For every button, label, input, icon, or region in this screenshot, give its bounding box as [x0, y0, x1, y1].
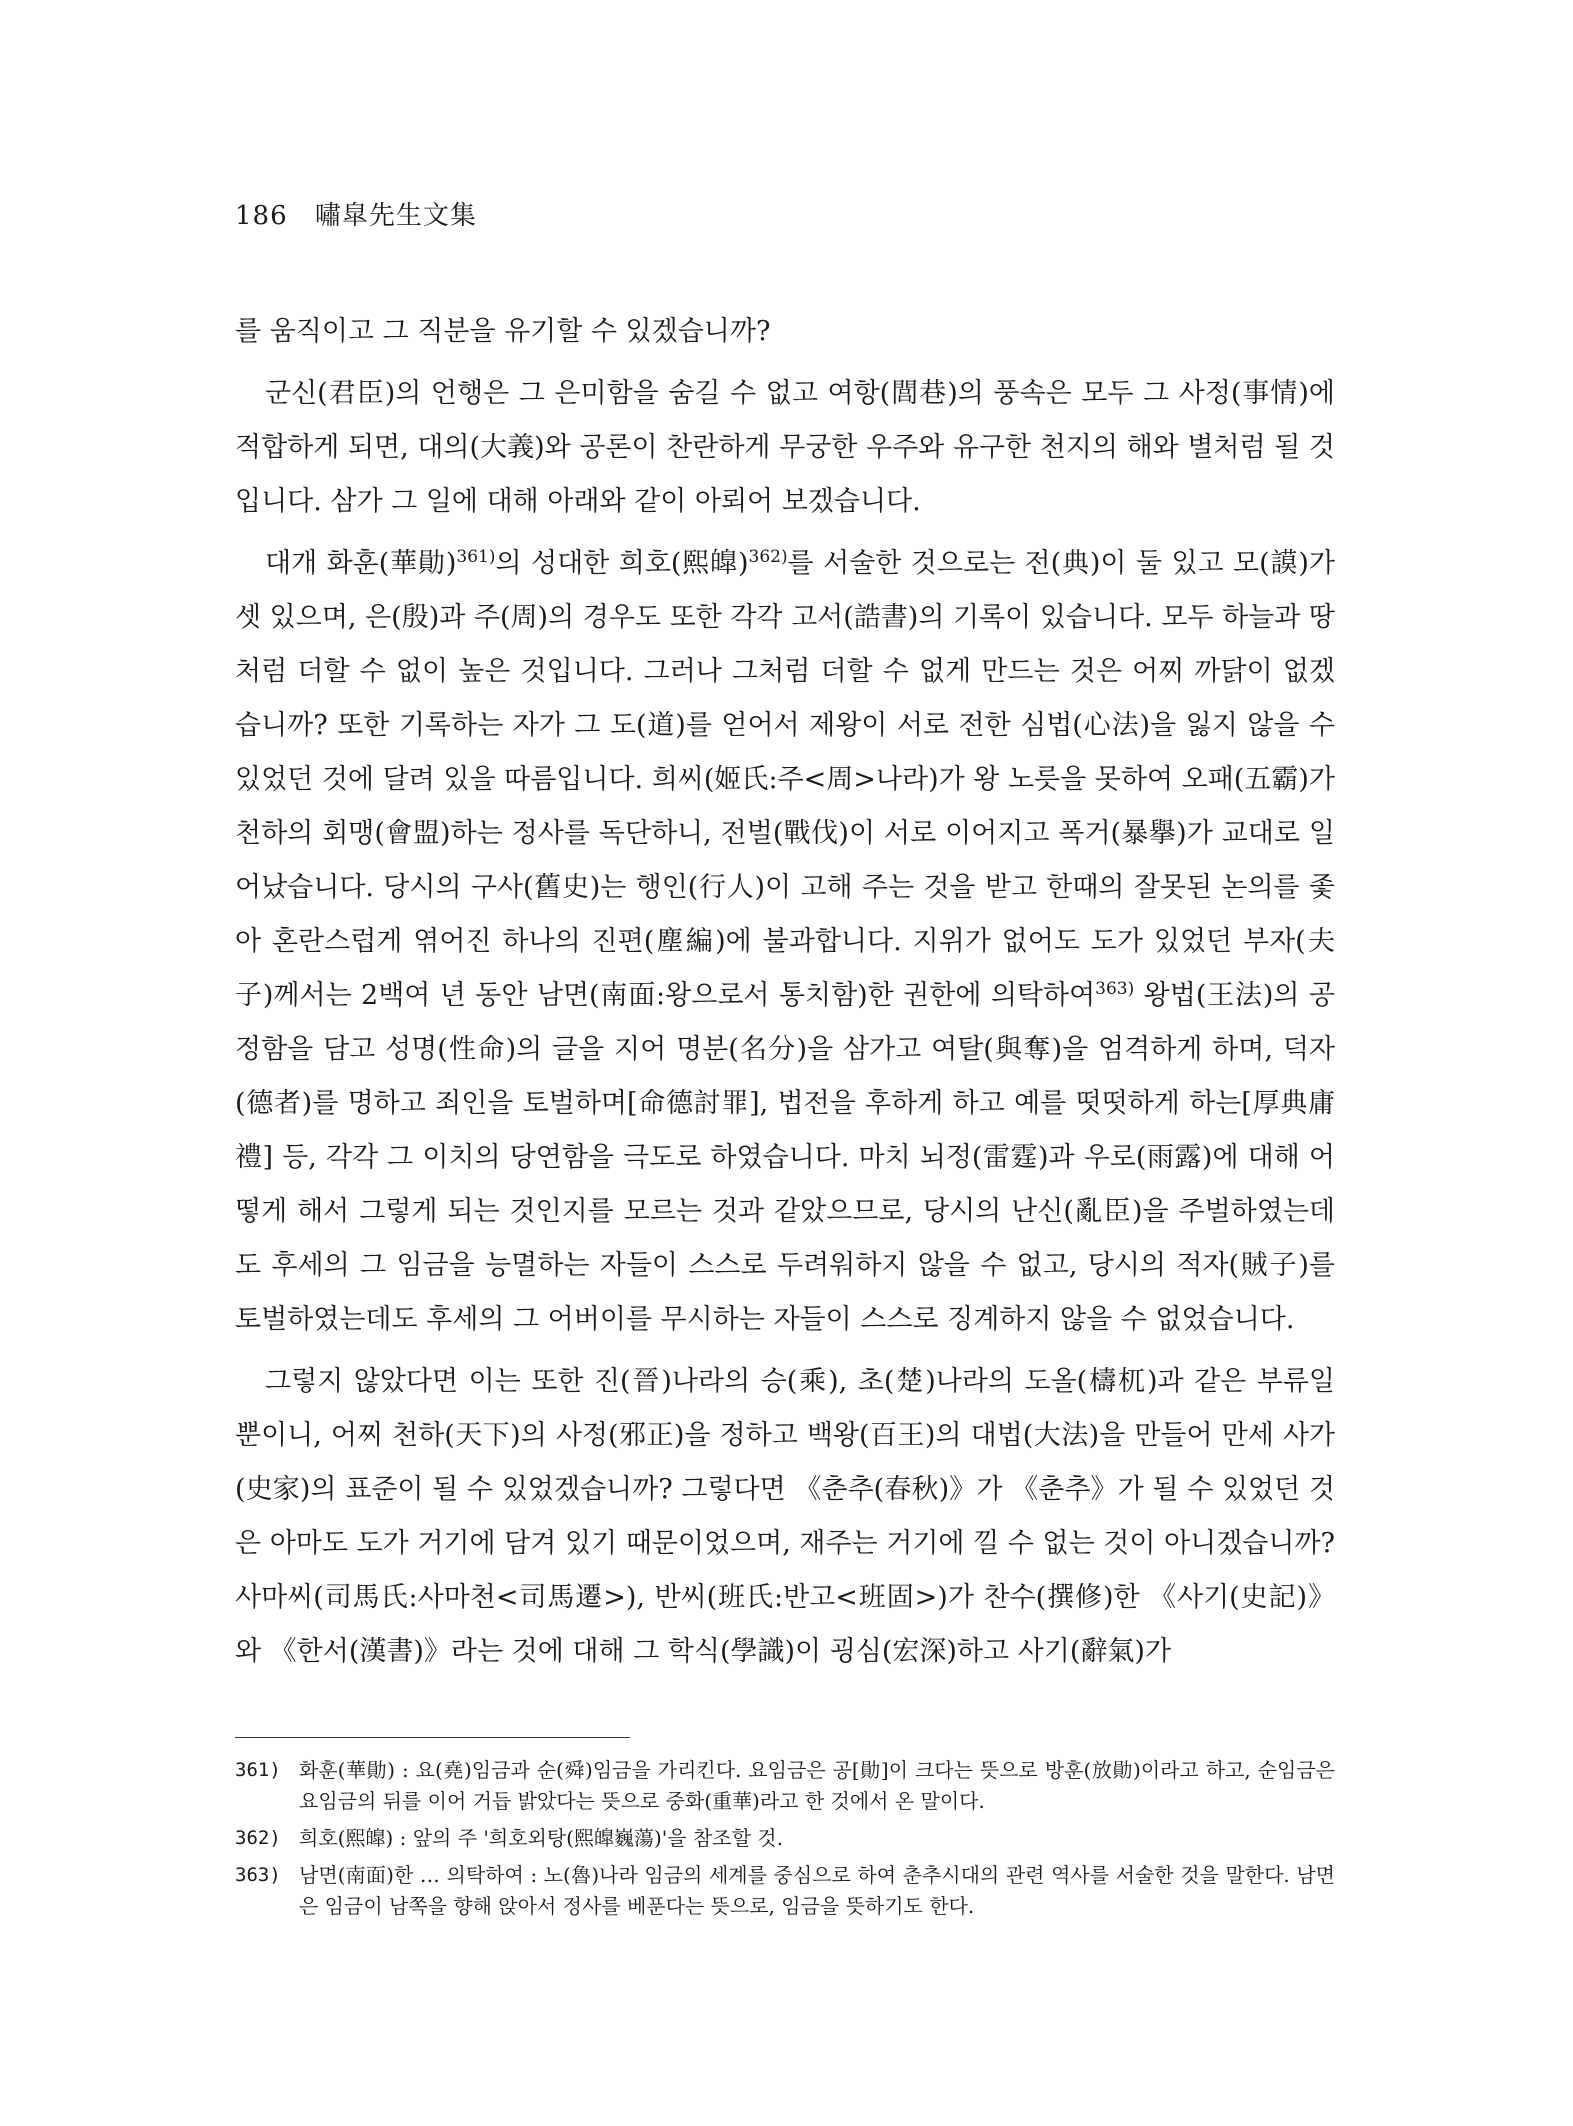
footnote-number: 361) — [235, 1759, 281, 1781]
footnote-text: 남면(南面)한 … 의탁하여 : 노(魯)나라 임금의 세계를 중심으로 하여 춘추시대의 관련 역사를 서술한 것을 말한다. 남면은 임금이 남쪽을 향해 앉아서 정사를 베푼다는 뜻으로, 임금을 뜻하기도 한다. — [299, 1863, 1335, 1918]
footnote-number: 363) — [235, 1864, 281, 1886]
paragraph-3 — [235, 537, 1335, 1347]
text-segment: 그렇지 않았다면 이는 또한 진(晉)나라의 승(乘), 초(楚)나라의 도올(檮杌)과 같은 부류일 뿐이니, 어찌 천하(天下)의 사정(邪正)을 정하고 백왕(百王)의 대법(大法)을 만들어 만세 사가(史家)의 표준이 될 수 있었겠습니까? 그렇다면 《춘추(春秋)》가 《춘추》가 될 수 있었던 것은 아마도 도가 거기에 담겨 있기 때문이었으며, 재주는 거기에 낄 수 없는 것이 아니겠습니까? 사마씨(司馬氏:사마천<司馬遷>), 반씨(班氏:반고<班固>)가 찬수(撰修)한 《사기(史記)》와 《한서(漢書)》라는 것에 대해 그 학식(學識)이 굉심(宏深)하고 사기(辭氣)가 — [235, 1366, 1335, 1667]
text-segment: 군신(君臣)의 언행은 그 은미함을 숨길 수 없고 여항(閭巷)의 풍속은 모두 그 사정(事情)에 적합하게 되면, 대의(大義)와 공론이 찬란하게 무궁한 우주와 유구한 천지의 해와 별처럼 될 것입니다. 삼가 그 일에 대해 아래와 같이 아뢰어 보겠습니다. — [235, 378, 1335, 517]
paragraph-1 — [235, 305, 1335, 359]
text-segment: 왕법(王法)의 공정함을 담고 성명(性命)의 글을 지어 명분(名分)을 삼가고 여탈(與奪)을 엄격하게 하며, 덕자(德者)를 명하고 죄인을 토벌하며[命德討罪], 법전을 후하게 하고 예를 떳떳하게 하는[厚典庸禮] 등, 각각 그 이치의 당연함을 극도로 하였습니다. 마치 뇌정(雷霆)과 우로(雨露)에 대해 어떻게 해서 그렇게 되는 것인지를 모르는 것과 같았으므로, 당시의 난신(亂臣)을 주벌하였는데도 후세의 그 임금을 능멸하는 자들이 스스로 두려워하지 않을 수 없고, 당시의 적자(賊子)를 토벌하였는데도 후세의 그 어버이를 무시하는 자들이 스스로 징계하지 않을 수 없었습니다. — [235, 980, 1335, 1335]
page-number: 186 — [235, 201, 288, 231]
footnote-divider — [235, 1737, 630, 1738]
footnote-ref-363[interactable]: 363) — [1095, 979, 1135, 999]
footnote-ref-362[interactable]: 362) — [748, 547, 788, 567]
footnote-text: 희호(熙皥) : 앞의 주 '희호외탕(熙皥巍蕩)'을 참조할 것. — [299, 1826, 783, 1850]
text-segment: 의 성대한 희호(熙皥) — [495, 548, 749, 579]
footnote-number: 362) — [235, 1827, 281, 1849]
paragraph-4 — [235, 1355, 1335, 1679]
footnote-text: 화훈(華勛) : 요(堯)임금과 순(舜)임금을 가리킨다. 요임금은 공[勛]이 크다는 뜻으로 방훈(放勛)이라고 하고, 순임금은 요임금의 뒤를 이어 거듭 밝았다는 뜻으로 중화(重華)라고 한 것에서 온 말이다. — [299, 1758, 1335, 1813]
paragraph-2 — [235, 367, 1335, 529]
footnote-ref-361[interactable]: 361) — [456, 547, 496, 567]
page-header — [235, 195, 477, 232]
text-segment: 를 서술한 것으로는 전(典)이 둘 있고 모(謨)가 셋 있으며, 은(殷)과 주(周)의 경우도 또한 각각 고서(誥書)의 기록이 있습니다. 모두 하늘과 땅처럼 더할 수 없이 높은 것입니다. 그러나 그처럼 더할 수 없게 만드는 것은 어찌 까닭이 없겠습니까? 또한 기록하는 자가 그 도(道)를 얻어서 제왕이 서로 전한 심법(心法)을 잃지 않을 수 있었던 것에 달려 있을 따름입니다. 희씨(姬氏:주<周>나라)가 왕 노릇을 못하여 오패(五霸)가 천하의 회맹(會盟)하는 정사를 독단하니, 전벌(戰伐)이 서로 이어지고 폭거(暴擧)가 교대로 일어났습니다. 당시의 구사(舊史)는 행인(行人)이 고해 주는 것을 받고 한때의 잘못된 논의를 좇아 혼란스럽게 엮어진 하나의 진편(塵編)에 불과합니다. 지위가 없어도 도가 있었던 부자(夫子)께서는 2백여 년 동안 남면(南面:왕으로서 통치함)한 권한에 의탁하여 — [235, 548, 1335, 1011]
footnote-362 — [235, 1823, 1335, 1854]
text-segment: 대개 화훈(華勛) — [265, 548, 457, 579]
text-segment: 를 움직이고 그 직분을 유기할 수 있겠습니까? — [235, 316, 771, 347]
footnotes — [235, 1755, 1335, 1928]
footnote-361 — [235, 1755, 1335, 1817]
footnote-363 — [235, 1860, 1335, 1922]
book-title: 嘯皐先生文集 — [314, 201, 477, 231]
main-text — [235, 305, 1335, 1687]
